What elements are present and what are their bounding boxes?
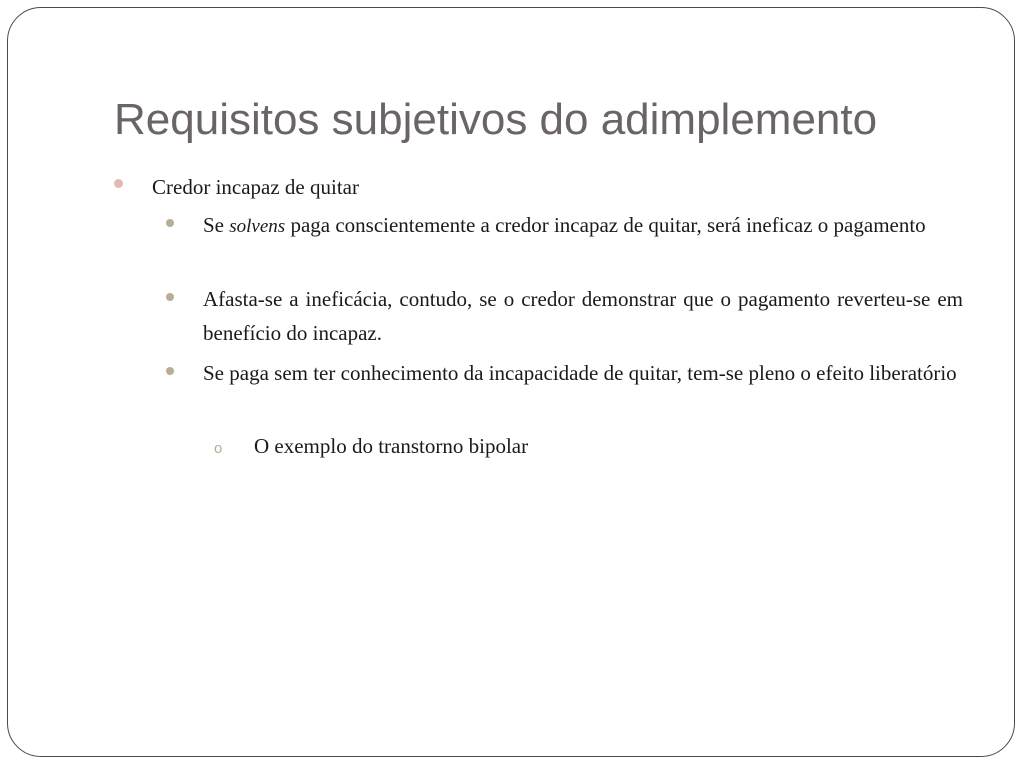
hollow-circle-bullet-icon: o — [214, 440, 223, 457]
bullet-level1-icon — [114, 179, 123, 188]
bullet-item-efeito-liberatorio: Se paga sem ter conhecimento da incapacidade de quitar, tem-se pleno o efeito liberatório — [203, 361, 957, 385]
item-emphasis-solvens: solvens — [229, 216, 286, 237]
item-prefix: Se — [203, 213, 230, 237]
bullet-level2-icon — [166, 293, 174, 301]
item-suffix: paga conscientemente a credor incapaz de quitar, será ineficaz o pagamento — [285, 213, 926, 237]
bullet-level2-icon — [166, 219, 174, 227]
bullet-item-solvens — [203, 208, 963, 244]
bullet-level2-icon — [166, 367, 174, 375]
bullet-item-afasta-ineficacia: Afasta-se a ineficácia, contudo, se o credor demonstrar que o pagamento reverteu-se em benefício do incapaz. — [203, 287, 963, 345]
bullet-item-transtorno-bipolar: O exemplo do transtorno bipolar — [254, 434, 529, 458]
slide-title: Requisitos subjetivos do adimplemento — [114, 95, 878, 144]
bullet-item-credor-incapaz: Credor incapaz de quitar — [152, 175, 359, 199]
